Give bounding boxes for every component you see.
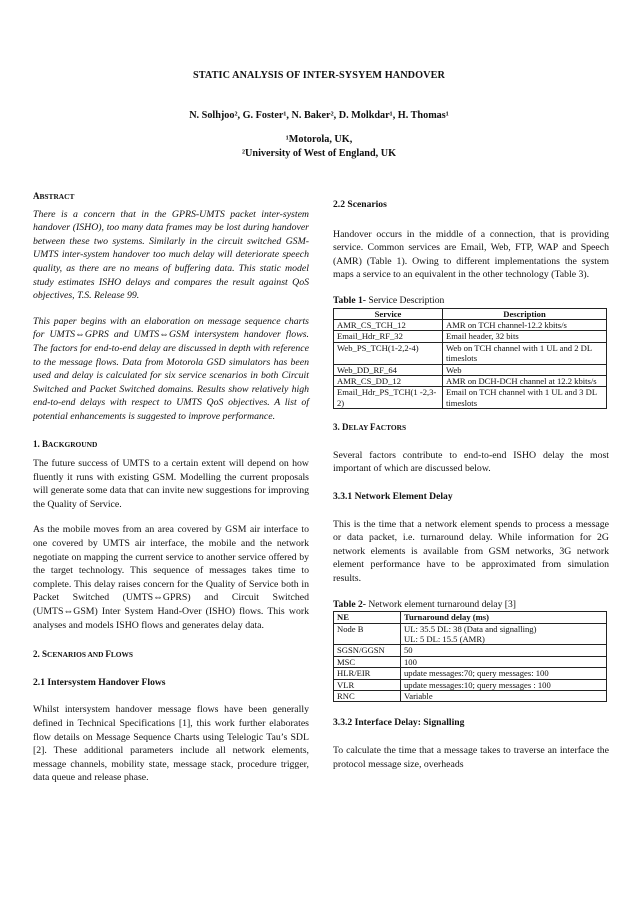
table-cell: Email_Hdr_PS_TCH(1 -2,3-2): [334, 387, 443, 409]
table-2: [333, 611, 607, 702]
table-1-header-cell: Service: [334, 308, 443, 319]
table-row: [334, 623, 607, 645]
section-3-heading: 3. DELAY FACTORS: [333, 422, 407, 433]
table-cell: Node B: [334, 623, 401, 645]
subsection-2-2-paragraph: Handover occurs in the middle of a connection, that is providing service. Common services are Email, Web, FTP, WAP and Speech (AMR) (Table 1). Owing to different implementations the system maps a service to an equivalent in the other technology (Table 3).: [333, 228, 609, 281]
subsection-3-3-1-heading: 3.3.1 Network Element Delay: [333, 491, 453, 502]
table-cell: AMR_CS_TCH_12: [334, 319, 443, 330]
table-row: [334, 679, 607, 690]
table-row: [334, 645, 607, 656]
table-cell: Email on TCH channel with 1 UL and 3 DL timeslots: [443, 387, 607, 409]
table-cell: Email_Hdr_RF_32: [334, 331, 443, 342]
table-row: [334, 668, 607, 679]
table-cell: Web: [443, 364, 607, 375]
table-cell: MSC: [334, 656, 401, 667]
table-cell: AMR_CS_DD_12: [334, 376, 443, 387]
table-cell: HLR/EIR: [334, 668, 401, 679]
section-1-heading: 1. BACKGROUND: [33, 438, 98, 449]
table-2-header-cell: NE: [334, 612, 401, 623]
subsection-2-2-heading: 2.2 Scenarios: [333, 199, 387, 210]
table-cell: Web_DD_RF_64: [334, 364, 443, 375]
table-1-caption: Table 1- Service Description: [333, 294, 445, 306]
table-row: [334, 387, 607, 409]
table-cell: Variable: [401, 691, 607, 702]
affiliation-1: ¹Motorola, UK,: [285, 134, 353, 145]
subsection-2-1-paragraph: Whilst intersystem handover message flows have been generally defined in Technical Specifications [1], this work further elaborates flow details on Message Sequence Charts using Telelogic Tau’s SDL [2]. These additional parameters include all network elements, message channels, mobility state, message stack, procedure trigger, data queue and release phase.: [33, 704, 309, 784]
table-cell: update messages:10; query messages : 100: [401, 679, 607, 690]
table-cell: Web on TCH channel with 1 UL and 2 DL timeslots: [443, 342, 607, 364]
abstract-paragraph-2: This paper begins with an elaboration on message sequence charts for UMTS⇔GPRS and UMTS⇔GSM intersystem handover flows. The factors for end-to-end delay are discussed in depth with reference to the message flows. Data from Motorola GSD simulators has been used and delay is calculated for six service scenarios in both Circuit Switched and Packet Switched domains. Results show relatively high end-to-end delays with respect to UMTS QoS objectives. A list of potential enhancements is suggested to improve performance.: [33, 315, 309, 422]
table-cell: VLR: [334, 679, 401, 690]
subsection-2-1-heading: 2.1 Intersystem Handover Flows: [33, 676, 166, 688]
table-2-caption: Table 2- Network element turnaround delay [3]: [333, 598, 516, 610]
author-list: N. Solhjoo², G. Foster¹, N. Baker², D. Molkdar¹, H. Thomas¹: [189, 110, 449, 121]
table-cell: update messages:70; query messages: 100: [401, 668, 607, 679]
section-1-paragraph-1: The future success of UMTS to a certain extent will depend on how fluently it runs with existing GSM. Modelling the current proposals will generate some data that can invite new suggestions for improving the Quality of Service.: [33, 458, 309, 510]
section-1-paragraph-2: As the mobile moves from an area covered by GSM air interface to one covered by UMTS air interface, the mobile and the network negotiate on mapping the current service to another service offered by the target technology. This sequence of messages takes time to complete. This delay raises concern for the Quality of Service both in Packet Switched (UMTS⇔GPRS) and Circuit Switched (UMTS⇔GSM) Inter System Hand-Over (ISHO) flows. This work analyses and models ISHO flows and generates delay data.: [33, 524, 309, 631]
abstract-paragraph-1: There is a concern that in the GPRS-UMTS packet inter-system handover (ISHO), too many data frames may be lost during handover between these two systems. Similarly in the circuit switched GSM-UMTS inter-system handover too much delay will deteriorate speech quality, as there are no means of buffering data. This static model study estimates ISHO delays and compares the result against QoS objectives, T.S. Release 99.: [33, 208, 309, 302]
table-row: [334, 364, 607, 375]
table-cell: UL: 35.5 DL: 38 (Data and signalling) UL: 5 DL: 15.5 (AMR): [401, 623, 607, 645]
table-row: [334, 342, 607, 364]
table-cell: Web_PS_TCH(1-2,2-4): [334, 342, 443, 364]
table-cell: 100: [401, 656, 607, 667]
table-cell: AMR on TCH channel-12.2 kbits/s: [443, 319, 607, 330]
paper-title: STATIC ANALYSIS OF INTER-SYSYEM HANDOVER: [193, 70, 445, 81]
section-3-paragraph: Several factors contribute to end-to-end ISHO delay the most important of which are discussed below.: [333, 449, 609, 475]
table-row: [334, 691, 607, 702]
table-2-header-cell: Turnaround delay (ms): [401, 612, 607, 623]
table-1-header-cell: Description: [443, 308, 607, 319]
affiliation-2: ²University of West of England, UK: [242, 148, 396, 159]
table-cell: SGSN/GGSN: [334, 645, 401, 656]
section-2-heading: 2. SCENARIOS AND FLOWS: [33, 649, 134, 660]
table-1-header-row: [334, 308, 607, 319]
table-row: [334, 331, 607, 342]
table-row: [334, 376, 607, 387]
subsection-3-3-2-heading: 3.3.2 Interface Delay: Signalling: [333, 717, 465, 729]
table-row: [334, 656, 607, 667]
table-cell: 50: [401, 645, 607, 656]
abstract-heading: ABSTRACT: [33, 191, 75, 201]
table-2-header-row: [334, 612, 607, 623]
right-column: [333, 198, 609, 771]
left-column: [33, 190, 309, 785]
subsection-3-3-1-paragraph: This is the time that a network element spends to process a message or data packet, i.e. turnaround delay. While information for 2G network elements is available from GSM networks, 3G network element performance have to be approximated from simulation results.: [333, 518, 609, 584]
table-row: [334, 319, 607, 330]
table-cell: AMR on DCH-DCH channel at 12.2 kbits/s: [443, 376, 607, 387]
table-cell: Email header, 32 bits: [443, 331, 607, 342]
table-1: [333, 308, 607, 410]
table-cell: RNC: [334, 691, 401, 702]
subsection-3-3-2-paragraph: To calculate the time that a message takes to traverse an interface the protocol message size, overheads: [333, 745, 609, 770]
